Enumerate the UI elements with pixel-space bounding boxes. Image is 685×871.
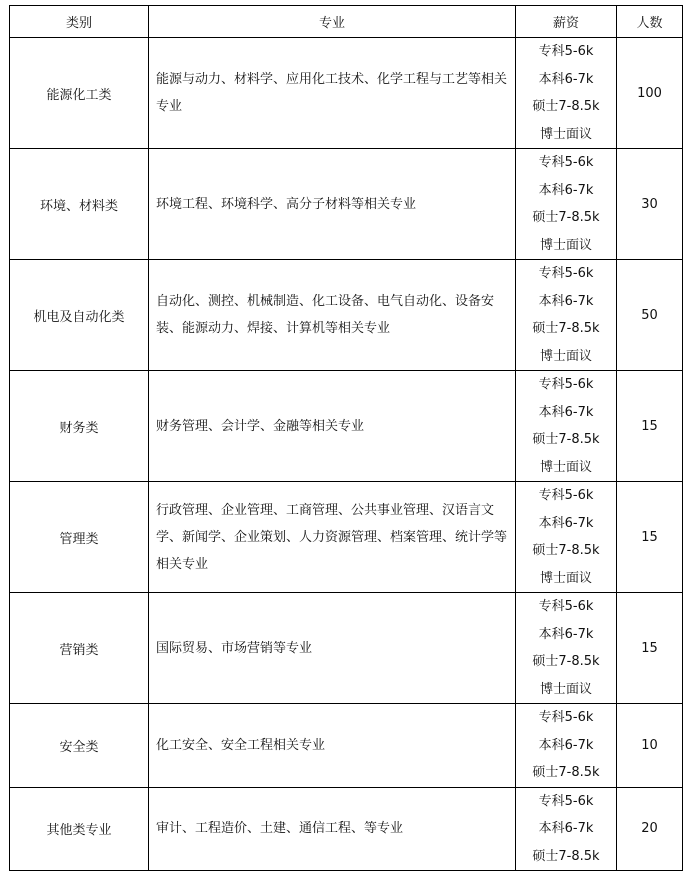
table-row (10, 38, 683, 149)
category-cell: 其他类专业 (10, 787, 149, 871)
salary-line: 本科6-7k (538, 515, 594, 531)
count-cell: 15 (617, 371, 683, 482)
salary-line: 博士面议 (539, 459, 592, 475)
salary-line: 博士面议 (539, 126, 592, 142)
count-cell: 50 (617, 260, 683, 371)
salary-cell (516, 482, 617, 593)
salary-line: 本科6-7k (538, 71, 594, 87)
salary-line: 本科6-7k (538, 821, 594, 836)
table-row (10, 482, 683, 593)
table-body (10, 38, 683, 871)
salary-cell (516, 704, 617, 788)
header-count: 人数 (617, 6, 683, 38)
salary-line: 专科5-6k (538, 155, 594, 170)
count-cell: 20 (617, 787, 683, 871)
major-cell: 财务管理、会计学、金融等相关专业 (149, 371, 516, 482)
header-major: 专业 (149, 6, 516, 38)
category-cell: 财务类 (10, 371, 149, 482)
category-cell: 营销类 (10, 593, 149, 704)
category-cell: 能源化工类 (10, 38, 149, 149)
salary-line: 硕士7-8.5k (532, 210, 600, 225)
category-cell: 机电及自动化类 (10, 260, 149, 371)
table-row (10, 593, 683, 704)
salary-line: 本科6-7k (538, 182, 594, 198)
salary-line: 硕士7-8.5k (532, 99, 600, 114)
salary-line: 专科5-6k (538, 44, 594, 59)
major-cell: 审计、工程造价、土建、通信工程、等专业 (149, 787, 516, 871)
salary-cell (516, 260, 617, 371)
salary-line: 硕士7-8.5k (532, 848, 600, 864)
category-cell: 安全类 (10, 704, 149, 788)
salary-cell (516, 371, 617, 482)
salary-cell (516, 38, 617, 149)
salary-line: 本科6-7k (538, 737, 594, 753)
table-row (10, 787, 683, 871)
major-cell: 环境工程、环境科学、高分子材料等相关专业 (149, 149, 516, 260)
salary-line: 博士面议 (539, 348, 592, 364)
count-cell: 100 (617, 38, 683, 149)
salary-cell (516, 593, 617, 704)
count-cell: 15 (617, 482, 683, 593)
salary-line: 硕士7-8.5k (532, 654, 600, 669)
salary-line: 博士面议 (539, 237, 592, 253)
header-row (10, 6, 683, 38)
category-cell: 管理类 (10, 482, 149, 593)
major-cell: 国际贸易、市场营销等专业 (149, 593, 516, 704)
salary-line: 专科5-6k (538, 266, 594, 281)
salary-line: 专科5-6k (538, 599, 594, 614)
salary-line: 本科6-7k (538, 293, 594, 309)
count-cell: 10 (617, 704, 683, 788)
salary-line: 本科6-7k (538, 404, 594, 420)
category-cell: 环境、材料类 (10, 149, 149, 260)
count-cell: 15 (617, 593, 683, 704)
salary-line: 专科5-6k (538, 793, 594, 809)
salary-line: 硕士7-8.5k (532, 543, 600, 558)
major-cell: 自动化、测控、机械制造、化工设备、电气自动化、设备安装、能源动力、焊接、计算机等相关专业 (149, 260, 516, 371)
salary-line: 专科5-6k (538, 710, 594, 725)
salary-line: 专科5-6k (538, 377, 594, 392)
major-cell: 行政管理、企业管理、工商管理、公共事业管理、汉语言文学、新闻学、企业策划、人力资源管理、档案管理、统计学等相关专业 (149, 482, 516, 593)
salary-line: 专科5-6k (538, 488, 594, 503)
salary-line: 硕士7-8.5k (532, 321, 600, 336)
table-row (10, 149, 683, 260)
recruitment-table (9, 5, 683, 871)
count-cell: 30 (617, 149, 683, 260)
table-row (10, 704, 683, 788)
table-row (10, 260, 683, 371)
salary-line: 硕士7-8.5k (532, 765, 600, 780)
salary-line: 博士面议 (539, 570, 592, 586)
major-cell: 化工安全、安全工程相关专业 (149, 704, 516, 788)
salary-line: 本科6-7k (538, 626, 594, 642)
major-cell: 能源与动力、材料学、应用化工技术、化学工程与工艺等相关专业 (149, 38, 516, 149)
table-row (10, 371, 683, 482)
salary-cell (516, 149, 617, 260)
header-category: 类别 (10, 6, 149, 38)
header-salary: 薪资 (516, 6, 617, 38)
salary-cell (516, 787, 617, 871)
salary-line: 硕士7-8.5k (532, 432, 600, 447)
salary-line: 博士面议 (539, 681, 592, 697)
